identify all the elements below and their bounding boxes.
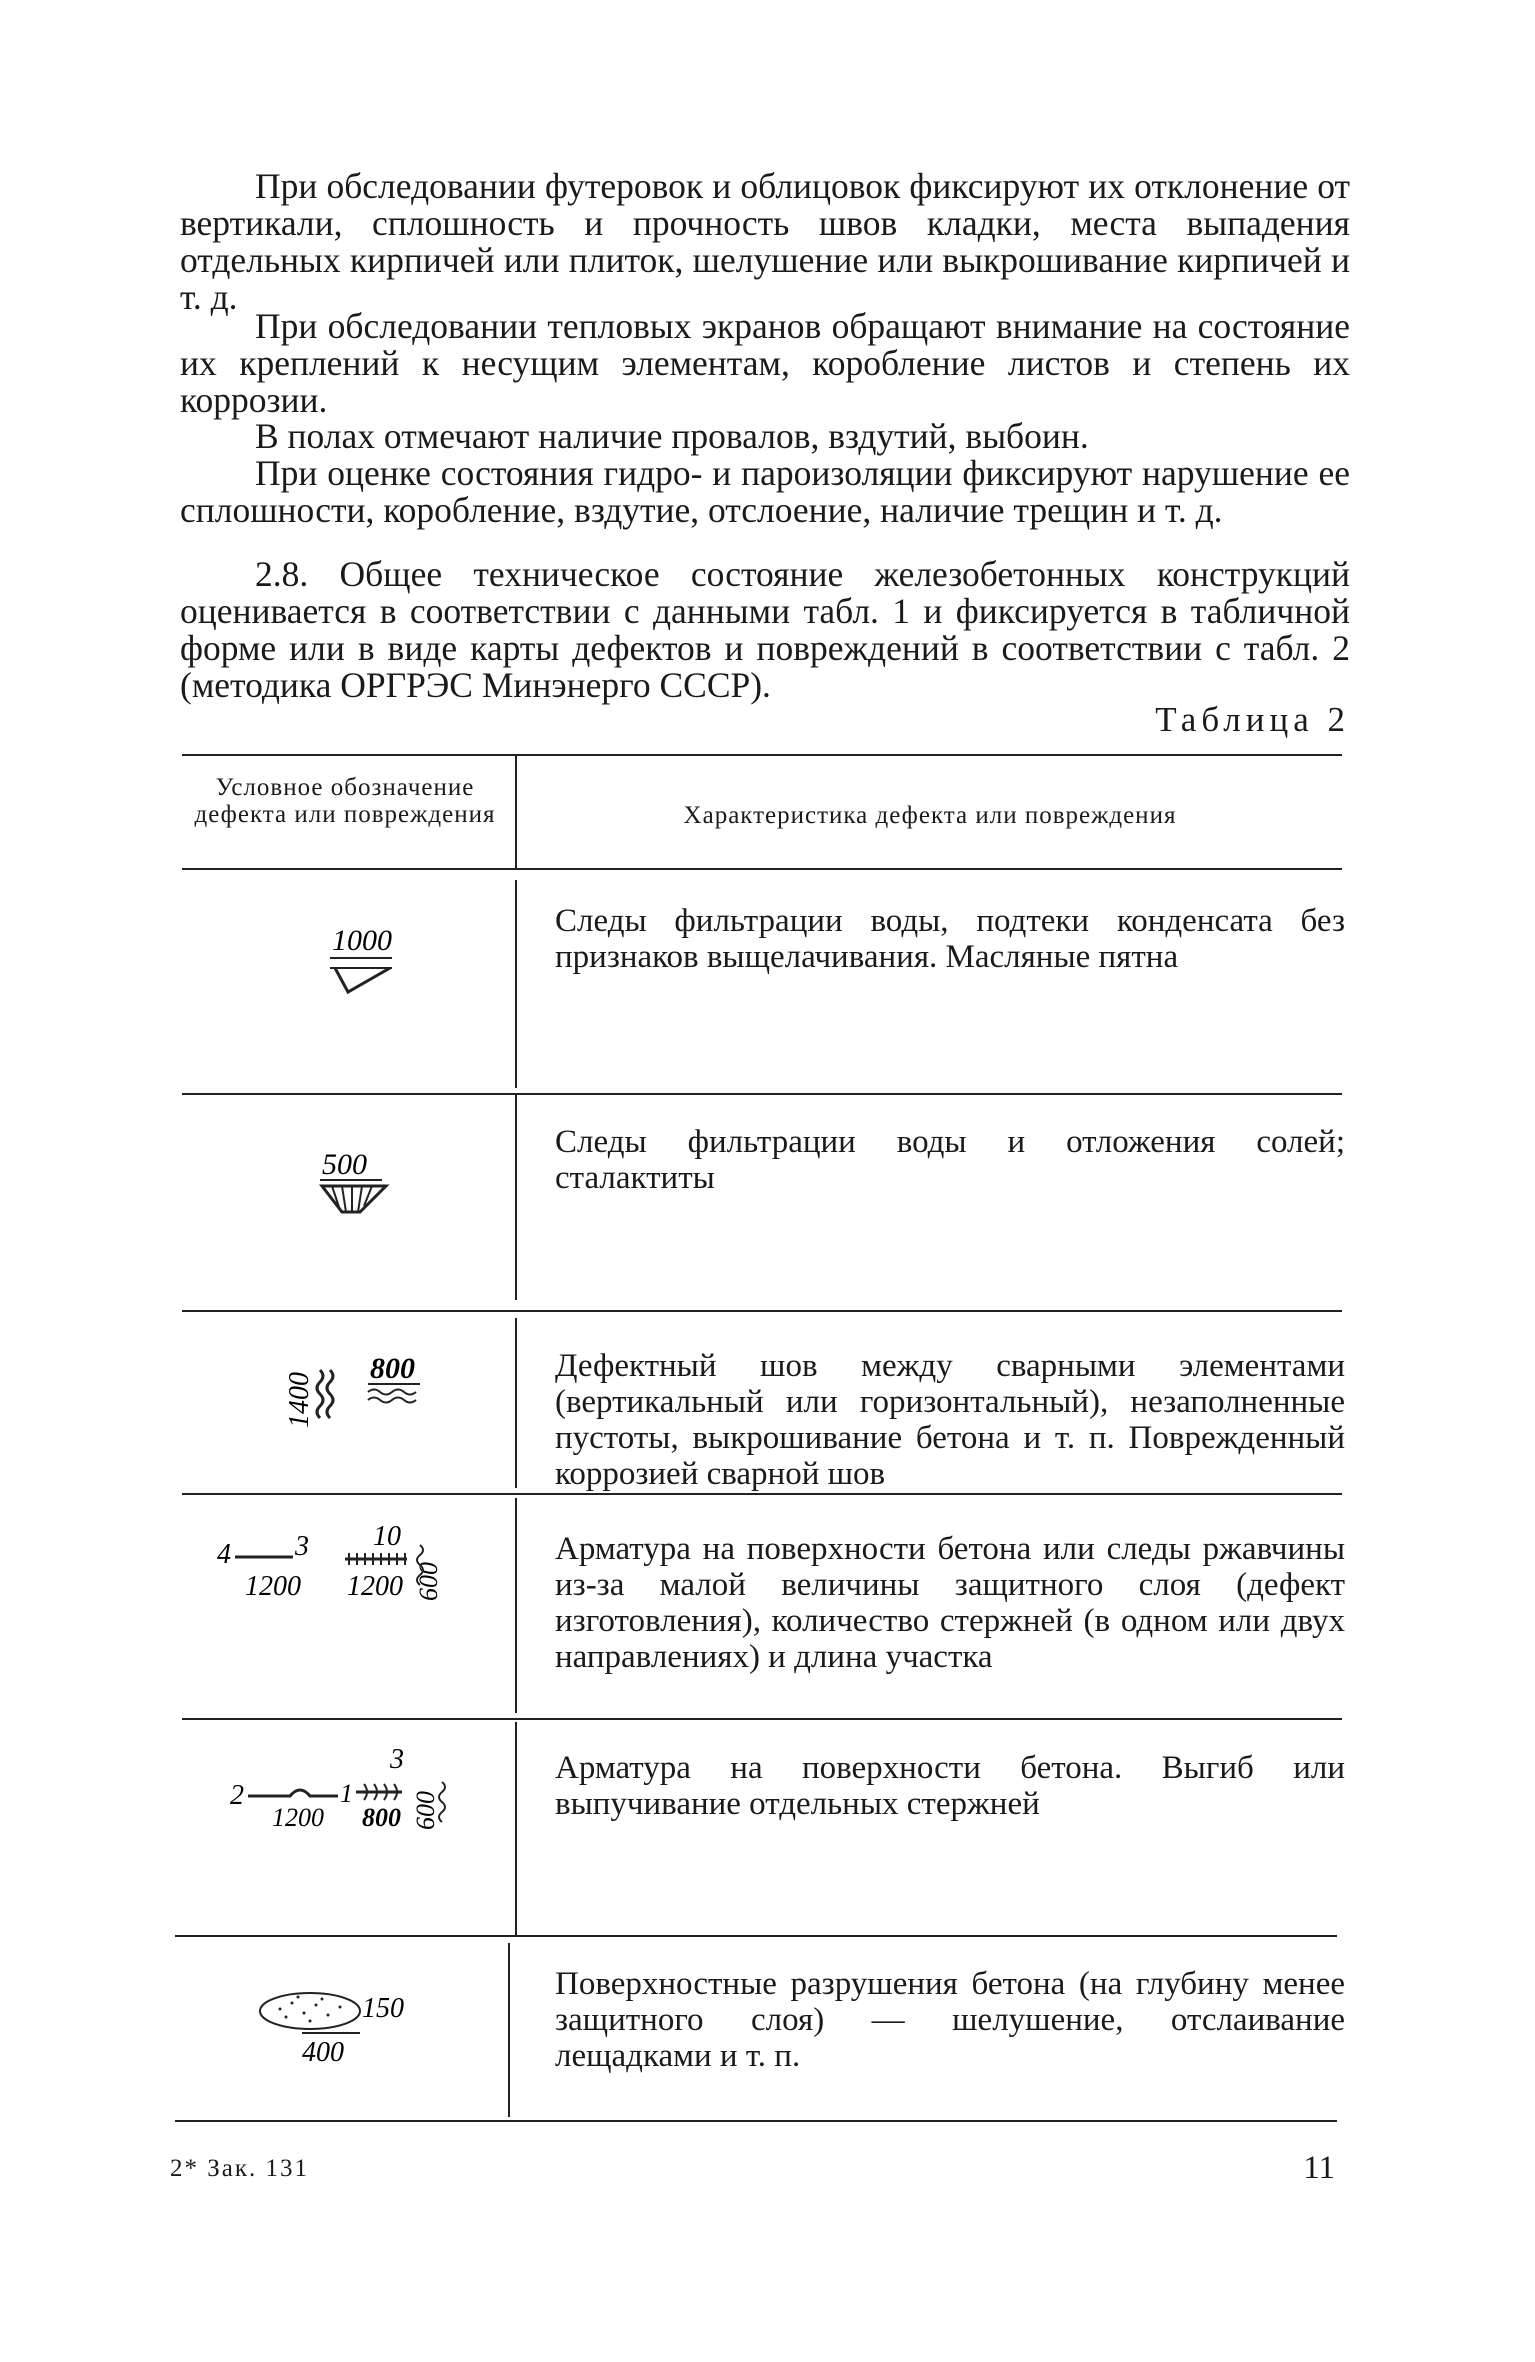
row-divider [515, 880, 517, 1088]
row-2-description: Следы фильтрации воды и отложения солей; сталактиты [555, 1124, 1345, 1196]
symbol-label: 800 [362, 1803, 401, 1832]
row-divider [508, 1943, 510, 2117]
table-caption: Таблица 2 [1155, 700, 1350, 739]
row-rule [182, 1493, 1342, 1495]
table-row [300, 1140, 420, 1255]
row-rule [175, 1935, 1337, 1937]
row-3-description: Дефектный шов между сварными элементами (вертикальный или горизонтальный), незаполненные пустоты, выкрошивание бетона и т. п. Поврежденный коррозией сварной шов [555, 1348, 1345, 1492]
row-divider [515, 1722, 517, 1937]
row-rule [182, 1718, 1342, 1720]
page-number: 11 [1303, 2150, 1335, 2186]
symbol-label: 600 [414, 1562, 443, 1601]
row-divider [515, 1318, 517, 1488]
symbol-label: 1 [340, 1779, 353, 1808]
paragraph-insulation: При оценке состояния гидро- и пароизоляции фиксируют нарушение ее сплошности, коробление, вздутие, отслоение, наличие трещин и т. д. [180, 453, 1350, 530]
symbol-label: 600 [411, 1791, 440, 1830]
table-row [280, 1340, 440, 1465]
row-rule [182, 1310, 1342, 1312]
row-5-description: Арматура на поверхности бетона. Выгиб или выпучивание отдельных стержней [555, 1750, 1345, 1822]
row-6-description: Поверхностные разрушения бетона (на глубину менее защитного слоя) — шелушение, отслаивание лещадками и т. п. [555, 1966, 1345, 2074]
symbol-label: 3 [390, 1744, 404, 1775]
table-row [250, 1975, 420, 2090]
row-1-description: Следы фильтрации воды, подтеки конденсата без признаков выщелачивания. Масляные пятна [555, 903, 1345, 975]
row-rule [175, 2120, 1337, 2122]
symbol-label: 1000 [332, 924, 392, 957]
header-symbol: Условное обозначение дефекта или повреждения [194, 774, 496, 828]
table-top-rule [182, 754, 1342, 756]
paragraph-heat-screens: При обследовании тепловых экранов обращают внимание на состояние их креплений к несущим элементам, коробление листов и степень их коррозии. [180, 306, 1350, 420]
symbol-label: 1200 [347, 1571, 403, 1602]
paragraph-floors: В полах отмечают наличие провалов, вздутий, выбоин. [255, 416, 1089, 456]
table-header-rule [182, 868, 1342, 870]
row-4-description: Арматура на поверхности бетона или следы ржавчины из-за малой величины защитного слоя (дефект изготовления), количество стержней (в одном или двух направлениях) и длина участка [555, 1531, 1345, 1675]
symbol-label: 800 [370, 1352, 415, 1385]
paragraph-linings: При обследовании футеровок и облицовок фиксируют их отклонение от вертикали, сплошность и прочность швов кладки, места выпадения отдельных кирпичей или плиток, шелушение или выкрошивание кирпичей и т. д. [180, 166, 1350, 317]
table-row [230, 1738, 470, 1863]
symbol-label: 1200 [272, 1803, 324, 1832]
header-description: Характеристика дефекта или повреждения [683, 802, 1177, 829]
salt-deposits-symbol-icon [300, 1140, 420, 1250]
bent-rebar-symbol-icon [230, 1738, 470, 1858]
paragraph-2-8: 2.8. Общее техническое состояние железобетонных конструкций оценивается в соответствии с данными табл. 1 и фиксируется в табличной форме или в виде карты дефектов и повреждений в соответствии с табл. 2 (методика ОРГРЭС Минэнерго СССР). [180, 554, 1350, 705]
symbol-label: 10 [373, 1521, 401, 1552]
symbol-label: 1200 [245, 1571, 301, 1602]
table-row [300, 920, 420, 1035]
exposed-rebar-symbol-icon [215, 1515, 455, 1625]
symbol-label: 500 [322, 1148, 367, 1181]
footer-order-number: 2* Зак. 131 [170, 2155, 310, 2182]
table-header-divider [515, 756, 517, 868]
symbol-label: 3 [295, 1531, 309, 1562]
defective-weld-symbol-icon [280, 1340, 440, 1460]
symbol-label: 2 [230, 1780, 244, 1811]
water-seepage-symbol-icon [300, 920, 420, 1030]
symbol-label: 150 [362, 1993, 404, 2024]
table-row [215, 1515, 455, 1630]
symbol-label: 1400 [284, 1372, 315, 1428]
row-divider [515, 1498, 517, 1713]
surface-spalling-symbol-icon [250, 1975, 420, 2085]
row-rule [182, 1093, 1342, 1095]
symbol-label: 400 [302, 2037, 344, 2068]
symbol-label: 4 [217, 1539, 231, 1570]
row-divider [515, 1095, 517, 1300]
